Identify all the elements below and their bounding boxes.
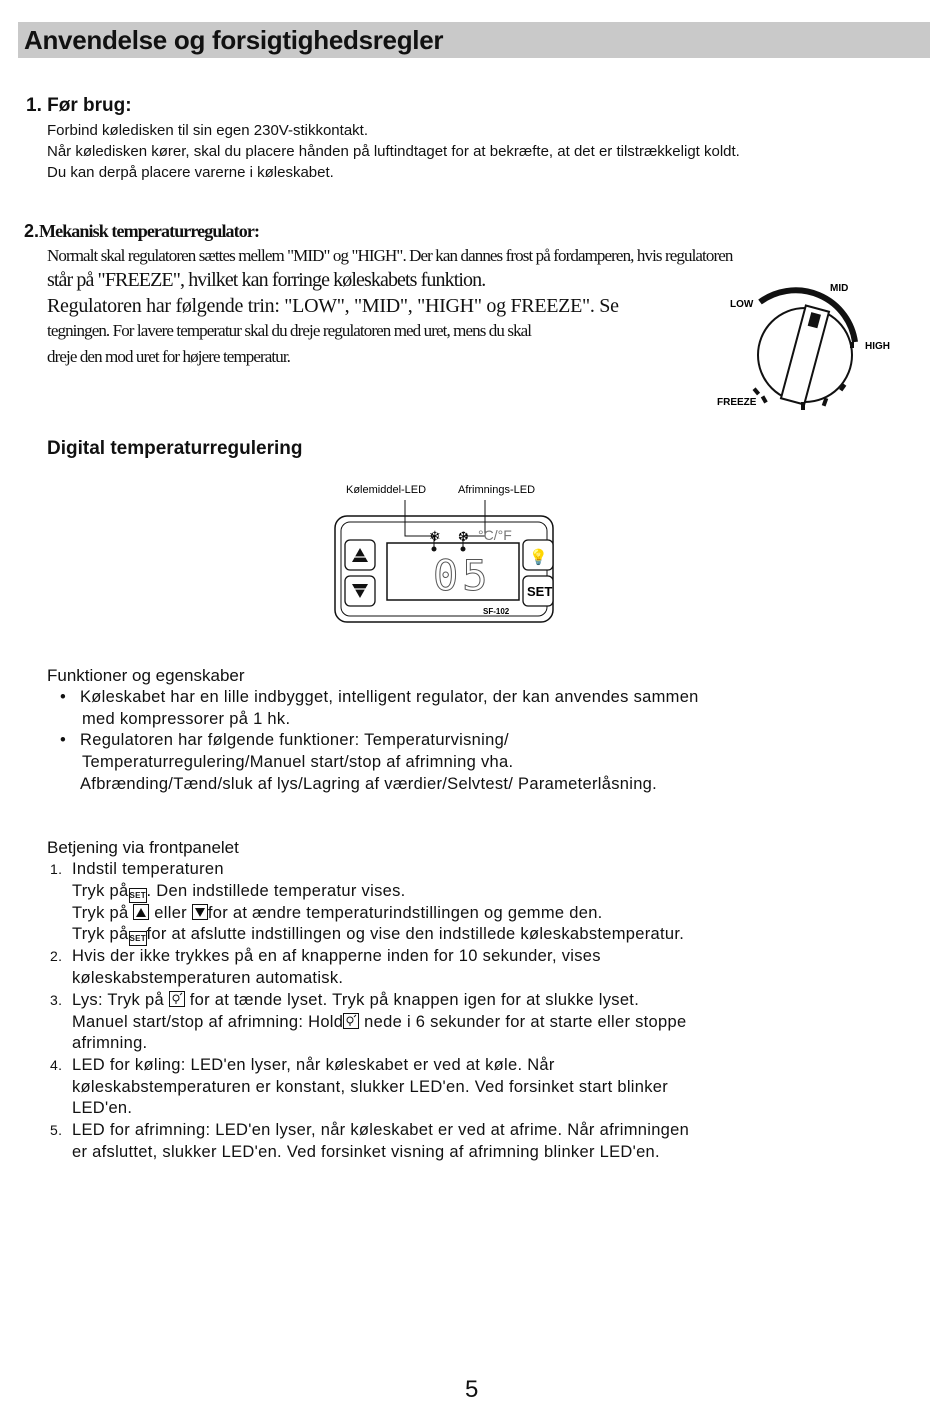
list-item-cont: Tryk påSETfor at afslutte indstillingen og vise den indstillede køleskabstemperatur. [50, 924, 910, 946]
section2-line: dreje den mod uret for højere temperatur. [47, 347, 291, 366]
cooling-led-label: Kølemiddel-LED [346, 484, 427, 496]
dial-label-freeze: FREEZE [717, 397, 757, 408]
dial-label-low: LOW [730, 299, 754, 310]
section2-line: Normalt skal regulatoren sættes mellem "MID" og "HIGH". Der kan dannes frost på fordamperen, hvis regulatoren [47, 246, 733, 265]
section1-line: Forbind køledisken til sin egen 230V-stikkontakt. [47, 122, 368, 139]
model-label: SF-102 [483, 607, 510, 616]
page-number: 5 [465, 1376, 479, 1403]
operation-heading: Betjening via frontpanelet [47, 838, 239, 857]
section2-line: Regulatoren har følgende trin: "LOW", "MID", "HIGH" og FREEZE". Se [47, 295, 619, 317]
set-button-label: SET [527, 584, 553, 599]
section1-heading: 1. Før brug: [26, 95, 132, 116]
defrost-icon: ❆ [458, 530, 469, 545]
page-title: Anvendelse og forsigtighedsregler [24, 25, 444, 55]
unit-label: °C/°F [478, 527, 512, 543]
section1-line: Du kan derpå placere varerne i køleskabet. [47, 164, 334, 181]
section2-line: står på "FREEZE", hvilket kan forringe køleskabets funktion. [47, 269, 486, 291]
dial-label-high: HIGH [865, 341, 890, 352]
list-item-cont: Tryk på eller for at ændre temperaturindstillingen og gemme den. [72, 903, 603, 922]
section1-text [47, 120, 740, 183]
title-bar [18, 22, 930, 58]
temperature-display: 05 [433, 551, 492, 600]
digital-heading: Digital temperaturregulering [47, 438, 303, 459]
list-item: 1. Indstil temperaturen [50, 860, 224, 878]
defrost-led-label: Afrimnings-LED [458, 484, 536, 496]
list-item: • Køleskabet har en lille indbygget, intelligent regulator, der kan anvendes sammen [60, 688, 699, 706]
list-item-cont: LED'en. [72, 1099, 133, 1118]
list-item: • Regulatoren har følgende funktioner: Temperaturvisning/ [60, 731, 509, 750]
list-item: 2. Hvis der ikke trykkes på en af knapperne inden for 10 sekunder, vises [50, 947, 601, 966]
digital-controller-diagram [330, 478, 560, 628]
list-item-cont: Tryk påSET. Den indstillede temperatur vises. [50, 881, 910, 903]
list-item-cont: Temperaturregulering/Manuel start/stop af afrimning vha. [82, 753, 514, 772]
light-key-icon [343, 1013, 359, 1029]
operation-list [50, 859, 910, 1163]
section1-line: Når køledisken kører, skal du placere hånden på luftindtaget for at bekræfte, at det er tilstrækkeligt koldt. [47, 143, 740, 160]
dial-label-mid: MID [830, 283, 849, 294]
section2-heading-row [24, 221, 259, 242]
section2-line: tegningen. For lavere temperatur skal du dreje regulatoren med uret, mens du skal [47, 321, 532, 340]
mechanical-dial-diagram [700, 272, 910, 417]
list-item-cont: Afbrænding/Tænd/sluk af lys/Lagring af værdier/Selvtest/ Parameterlåsning. [80, 774, 658, 793]
list-item-cont: med kompressorer på 1 hk. [82, 709, 291, 728]
features-heading: Funktioner og egenskaber [47, 666, 245, 685]
up-key-icon [133, 904, 149, 920]
section2-heading: Mekanisk temperaturregulator: [39, 221, 260, 241]
list-item-cont: er afsluttet, slukker LED'en. Ved forsinket visning af afrimning blinker LED'en. [72, 1142, 660, 1161]
list-item: 3. Lys: Tryk på for at tænde lyset. Tryk på knappen igen for at slukke lyset. [50, 990, 640, 1009]
down-key-icon [192, 904, 208, 920]
list-item-cont: afrimning. [72, 1034, 148, 1053]
list-item-cont: køleskabstemperaturen er konstant, slukker LED'en. Ved forsinket start blinker [72, 1077, 669, 1096]
list-item-cont: Manuel start/stop af afrimning: Hold nede i 6 sekunder for at starte eller stoppe [72, 1012, 687, 1031]
features-list [60, 687, 699, 796]
list-item: 5. LED for afrimning: LED'en lyser, når køleskabet er ved at afrime. Når afrimningen [50, 1121, 690, 1140]
set-key-icon: SET [129, 931, 147, 946]
section2-number: 2. [24, 221, 40, 241]
snowflake-icon: ❄ [429, 529, 441, 545]
list-item-cont: køleskabstemperaturen automatisk. [72, 969, 344, 988]
list-item: 4. LED for køling: LED'en lyser, når køleskabet er ved at køle. Når [50, 1055, 555, 1074]
light-bulb-icon: 💡 [529, 548, 548, 566]
set-key-icon: SET [129, 888, 147, 903]
light-key-icon [169, 991, 185, 1007]
